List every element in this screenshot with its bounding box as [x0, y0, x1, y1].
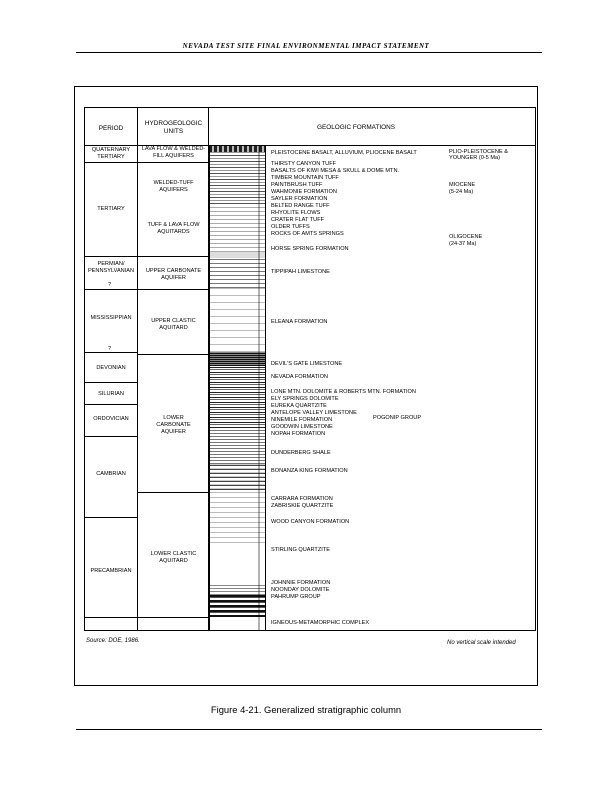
- formation-stirling: STIRLING QUARTZITE: [271, 547, 330, 553]
- formation-nopah: NOPAH FORMATION: [271, 431, 326, 437]
- formation-tippipah: TIPPIPAH LIMESTONE: [271, 269, 330, 275]
- formation-wood-canyon: WOOD CANYON FORMATION: [271, 519, 350, 525]
- formation-older-tuffs: OLDER TUFFS: [271, 224, 310, 230]
- formation-nevada: NEVADA FORMATION: [271, 374, 328, 380]
- hydro-divider: [138, 162, 209, 163]
- footer-rule: [76, 729, 542, 730]
- period-permian: PERMIAN/: [97, 261, 125, 267]
- formation-eleana: ELEANA FORMATION: [271, 319, 328, 325]
- document-header: NEVADA TEST SITE FINAL ENVIRONMENTAL IMPACT STATEMENT: [182, 42, 430, 50]
- formation-horse-spring: HORSE SPRING FORMATION: [271, 246, 349, 252]
- hydro-divider: [138, 354, 209, 355]
- period-divider: [84, 436, 138, 437]
- period-ordovician: ORDOVICIAN: [93, 416, 129, 422]
- age-oligocene: OLIGOCENE: [449, 234, 483, 240]
- period-divider: [84, 404, 138, 405]
- formation-crater-flat: CRATER FLAT TUFF: [271, 217, 325, 223]
- hydro-lower-carbonate-line2: CARBONATE: [156, 422, 191, 428]
- period-tertiary: TERTIARY: [97, 206, 125, 212]
- period-divider: [84, 256, 138, 257]
- formation-wahmonie: WAHMONIE FORMATION: [271, 189, 337, 195]
- hydro-welded-tuff-line2: AQUIFERS: [159, 187, 188, 193]
- source-note: Source: DOE, 1986.: [86, 638, 140, 644]
- hydro-heading-line1: HYDROGEOLOGIC: [144, 120, 203, 127]
- hydro-welded-tuff-line1: WELDED-TUFF: [153, 180, 194, 186]
- formation-ely-springs: ELY SPRINGS DOLOMITE: [271, 396, 339, 402]
- period-divider: [84, 617, 138, 618]
- column-outline: [209, 145, 266, 631]
- period-divider: [84, 289, 138, 290]
- hydro-upper-clastic-line2: AQUITARD: [159, 325, 188, 331]
- formation-igneous-metamorphic: IGNEOUS-METAMORPHIC COMPLEX: [271, 620, 370, 626]
- period-quaternary: QUATERNARY: [91, 147, 131, 153]
- period-silurian: SILURIAN: [98, 391, 124, 397]
- formation-johnnie: JOHNNIE FORMATION: [271, 580, 331, 586]
- formation-paintbrush: PAINTBRUSH TUFF: [271, 182, 323, 188]
- period-mississippian: MISSISSIPPIAN: [90, 315, 132, 321]
- formation-bonanza-king: BONANZA KING FORMATION: [271, 468, 348, 474]
- period-heading: PERIOD: [98, 125, 124, 132]
- period-unconformity-mark: ?: [108, 346, 112, 352]
- period-pennsylvanian: PENNSYLVANIAN: [87, 268, 135, 274]
- formation-zabriskie: ZABRISKIE QUARTZITE: [271, 503, 334, 509]
- formation-lone-mtn: LONE MTN. DOLOMITE & ROBERTS MTN. FORMATION: [271, 389, 416, 395]
- formation-ninemile: NINEMILE FORMATION: [271, 417, 333, 423]
- hydro-heading-line2: UNITS: [163, 128, 184, 135]
- hydro-divider: [138, 617, 209, 618]
- formation-pleistocene-basalt: PLEISTOCENE BASALT, ALLUVIUM, PLIOCENE BASALT: [271, 150, 417, 156]
- hydro-divider: [138, 492, 209, 493]
- formation-goodwin: GOODWIN LIMESTONE: [271, 424, 333, 430]
- hydro-tuff-lava-line1: TUFF & LAVA FLOW: [147, 222, 200, 228]
- period-precambrian: PRECAMBRIAN: [90, 568, 132, 574]
- formation-eureka: EUREKA QUARTZITE: [271, 403, 327, 409]
- age-plio-pleistocene-line2: YOUNGER (0-5 Ma): [449, 155, 500, 161]
- hydro-upper-clastic-line1: UPPER CLASTIC: [151, 318, 196, 324]
- figure-caption: Figure 4-21. Generalized stratigraphic column: [210, 704, 402, 715]
- hydro-lava-flow-line2: FILL AQUIFERS: [153, 153, 194, 159]
- formation-carrara: CARRARA FORMATION: [271, 496, 333, 502]
- period-cambrian: CAMBRIAN: [96, 471, 126, 477]
- age-oligocene-range: (24-37 Ma): [449, 241, 477, 247]
- period-devonian: DEVONIAN: [96, 365, 126, 371]
- hydro-divider: [138, 289, 209, 290]
- hydro-lower-carbonate-line1: LOWER: [163, 415, 184, 421]
- formation-dunderberg: DUNDERBERG SHALE: [271, 450, 331, 456]
- formation-belted-range: BELTED RANGE TUFF: [271, 203, 330, 209]
- scale-note: No vertical scale intended: [447, 640, 516, 646]
- hydro-lower-clastic-line1: LOWER CLASTIC: [150, 551, 197, 557]
- period-divider: [84, 162, 138, 163]
- formation-pahrump: PAHRUMP GROUP: [271, 594, 321, 600]
- hydro-lower-clastic-line2: AQUITARD: [159, 558, 188, 564]
- hydro-upper-carbonate-line2: AQUIFER: [161, 275, 186, 281]
- formation-basalts-kiwi-mesa: BASALTS OF KIWI MESA & SKULL & DOME MTN.: [271, 168, 400, 174]
- period-divider: [84, 517, 138, 518]
- pogonip-group-label: POGONIP GROUP: [373, 415, 422, 421]
- period-divider: [84, 382, 138, 383]
- hydro-tuff-lava-line2: AQUITARDS: [157, 229, 190, 235]
- formation-sayler: SAYLER FORMATION: [271, 196, 328, 202]
- formation-rocks-amts-springs: ROCKS OF AMTS SPRINGS: [271, 231, 344, 237]
- age-miocene-range: (5-24 Ma): [449, 189, 474, 195]
- formation-antelope-valley: ANTELOPE VALLEY LIMESTONE: [271, 410, 357, 416]
- formation-devils-gate: DEVIL'S GATE LIMESTONE: [271, 361, 343, 367]
- formations-heading: GEOLOGIC FORMATIONS: [317, 124, 395, 131]
- header-rule: [76, 52, 542, 53]
- period-unconformity-mark: ?: [108, 282, 112, 288]
- formation-timber-mountain: TIMBER MOUNTAIN TUFF: [271, 175, 339, 181]
- formation-thirsty-canyon: THIRSTY CANYON TUFF: [271, 161, 337, 167]
- hydro-lower-carbonate-line3: AQUIFER: [161, 429, 186, 435]
- age-miocene: MIOCENE: [449, 182, 476, 188]
- hydro-lava-flow-line1: LAVA FLOW & WELDED-: [141, 146, 206, 152]
- formation-rhyolite-flows: RHYOLITE FLOWS: [271, 210, 321, 216]
- age-plio-pleistocene-line1: PLIO-PLEISTOCENE &: [449, 149, 508, 155]
- period-tertiary-upper: TERTIARY: [97, 154, 125, 160]
- hydro-upper-carbonate-line1: UPPER CARBONATE: [145, 268, 202, 274]
- hydro-divider: [138, 256, 209, 257]
- formation-noonday: NOONDAY DOLOMITE: [271, 587, 330, 593]
